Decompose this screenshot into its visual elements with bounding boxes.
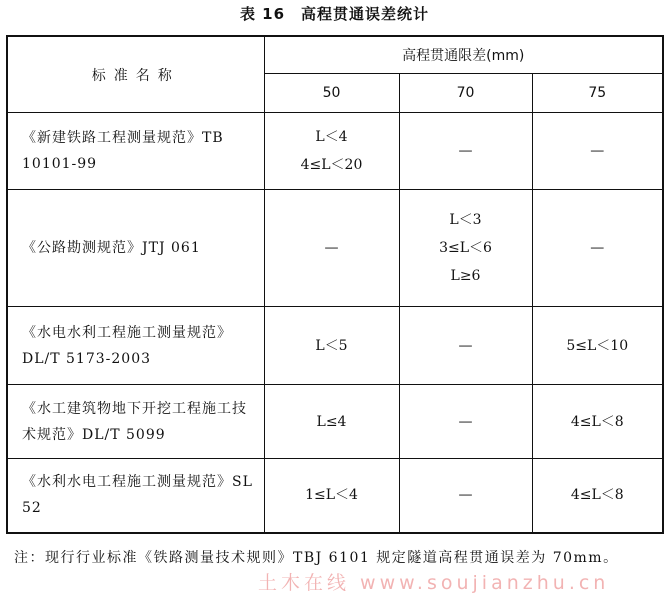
table-footnote: 注：现行行业标准《铁路测量技术规则》TBJ 6101 规定隧道高程贯通误差为 70mm。 bbox=[14, 550, 619, 566]
table-row bbox=[7, 190, 663, 307]
header-standard-name: 标准名称 bbox=[7, 36, 264, 113]
standard-name-cell: 《公路勘测规范》JTJ 061 bbox=[7, 190, 264, 307]
value-cell-75 bbox=[532, 385, 663, 459]
standard-name-cell: 《新建铁路工程测量规范》TB 10101-99 bbox=[7, 113, 264, 190]
value-line: L＜5 bbox=[315, 337, 348, 354]
value-cell-75 bbox=[532, 190, 663, 307]
value-cell-50 bbox=[264, 459, 399, 533]
table-title: 表 16 高程贯通误差统计 bbox=[239, 5, 430, 23]
value-cell-70 bbox=[399, 113, 532, 190]
value-line: — bbox=[458, 487, 473, 504]
value-cell-70 bbox=[399, 190, 532, 307]
value-line: 5≤L＜10 bbox=[566, 337, 629, 354]
value-line: — bbox=[324, 240, 339, 256]
value-cell-70 bbox=[399, 307, 532, 385]
standard-name-cell: 《水电水利工程施工测量规范》DL/T 5173-2003 bbox=[7, 307, 264, 385]
value-line: 4≤L＜20 bbox=[300, 157, 363, 173]
header-row-1 bbox=[7, 36, 663, 74]
value-cell-70 bbox=[399, 385, 532, 459]
value-cell-75 bbox=[532, 113, 663, 190]
value-cell-75 bbox=[532, 459, 663, 533]
value-line: L≤4 bbox=[316, 413, 347, 430]
table-row bbox=[7, 385, 663, 459]
standard-name-cell: 《水工建筑物地下开挖工程施工技术规范》DL/T 5099 bbox=[7, 385, 264, 459]
value-cell-75 bbox=[532, 307, 663, 385]
value-cell-50 bbox=[264, 385, 399, 459]
standards-table bbox=[6, 35, 664, 534]
value-line: 4≤L＜8 bbox=[570, 487, 624, 504]
value-line: — bbox=[590, 240, 605, 256]
header-col-75: 75 bbox=[532, 74, 663, 113]
value-line: — bbox=[590, 143, 605, 159]
value-cell-50 bbox=[264, 113, 399, 190]
value-line: 1≤L＜4 bbox=[305, 487, 358, 504]
table-row bbox=[7, 459, 663, 533]
header-col-50: 50 bbox=[264, 74, 399, 113]
header-col-70: 70 bbox=[399, 74, 532, 113]
value-line: L＜3 bbox=[449, 212, 482, 228]
table-row bbox=[7, 113, 663, 190]
standard-name-cell: 《水利水电工程施工测量规范》SL 52 bbox=[7, 459, 264, 533]
value-cell-70 bbox=[399, 459, 532, 533]
value-line: — bbox=[458, 143, 473, 159]
value-line: 4≤L＜8 bbox=[570, 413, 624, 430]
watermark: 土木在线 www.soujianzhu.cn bbox=[258, 572, 610, 594]
value-line: — bbox=[458, 337, 473, 354]
table-row bbox=[7, 307, 663, 385]
value-cell-50 bbox=[264, 190, 399, 307]
value-line: 3≤L＜6 bbox=[439, 240, 492, 256]
header-tolerance-group: 高程贯通限差(mm) bbox=[264, 36, 663, 74]
value-cell-50 bbox=[264, 307, 399, 385]
value-line: — bbox=[458, 413, 473, 430]
value-line: L＜4 bbox=[315, 129, 348, 145]
value-line: L≥6 bbox=[450, 268, 481, 284]
